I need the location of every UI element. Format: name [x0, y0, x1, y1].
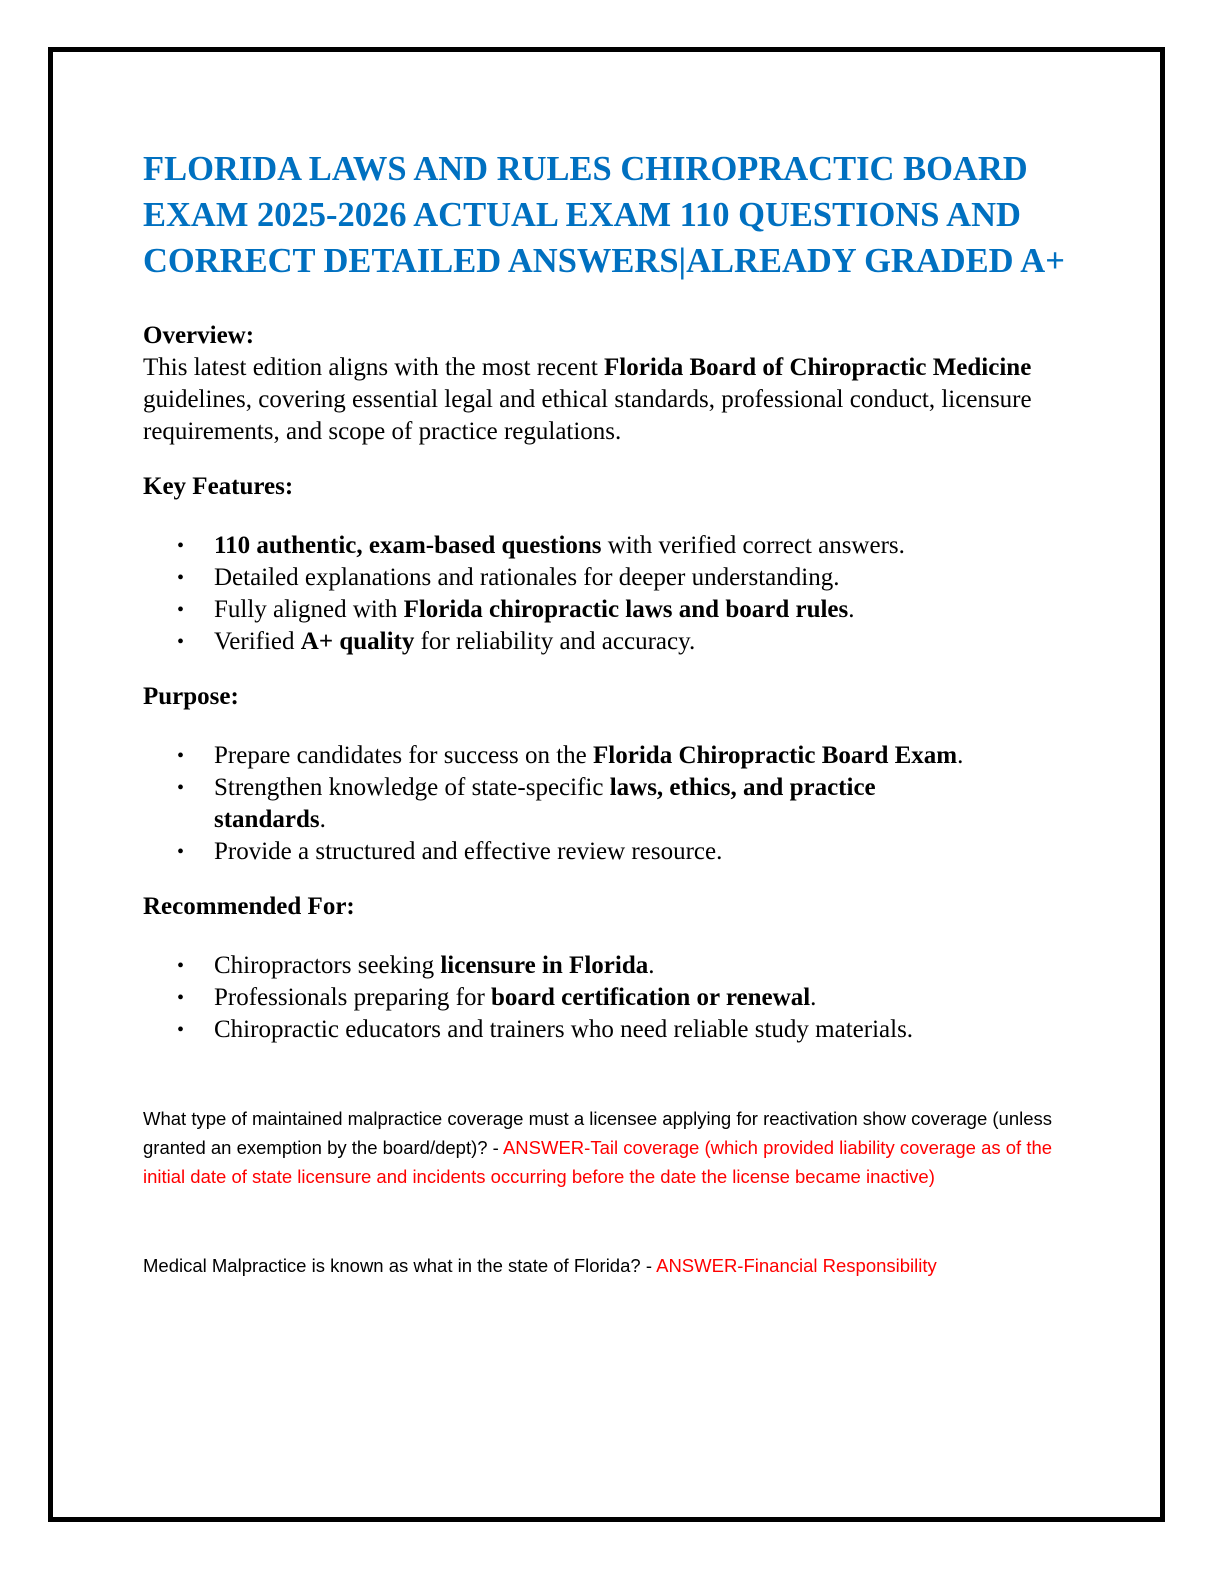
text: . — [319, 806, 326, 833]
key-features-heading: Key Features: — [143, 473, 294, 500]
key-features-list — [143, 530, 1083, 658]
text: . — [648, 952, 655, 979]
text: This latest edition aligns with the most recent — [143, 354, 605, 381]
bold-text: 110 authentic, exam-based questions — [214, 532, 602, 559]
question-text: Medical Malpractice is known as what in the state of Florida? - — [143, 1255, 657, 1276]
list-item — [143, 530, 1083, 562]
text: Fully aligned with — [214, 596, 404, 623]
list-item — [143, 950, 1083, 982]
list-item — [143, 836, 1083, 868]
question-text: What type of maintained malpractice coverage must a licensee applying for reactivation show coverage (unless granted an exemption by the board/dept)? - — [143, 1108, 1053, 1158]
document-page — [143, 146, 1083, 1280]
bold-text: Florida chiropractic laws and board rules — [403, 596, 849, 623]
answer-text: ANSWER-Financial Responsibility — [656, 1255, 937, 1276]
overview-text — [143, 352, 1083, 448]
text: Professionals preparing for — [214, 984, 492, 1011]
text: Chiropractic educators and trainers who need reliable study materials. — [214, 1016, 914, 1043]
bold-text: board certification or renewal — [491, 984, 811, 1011]
bold-text: laws, ethics, and practice standards — [214, 774, 876, 833]
text: . — [810, 984, 817, 1011]
text: . — [848, 596, 855, 623]
list-item — [143, 562, 1083, 594]
purpose-heading: Purpose: — [143, 683, 239, 710]
text: Detailed explanations and rationales for deeper understanding. — [214, 564, 840, 591]
text: for reliability and accuracy. — [414, 628, 696, 655]
text: Chiropractors seeking — [214, 952, 441, 979]
bold-text: Florida Chiropractic Board Exam — [593, 742, 958, 769]
text: guidelines, covering essential legal and ethical standards, professional conduct, licensure requirements, and scope of practice regulations. — [143, 386, 1032, 445]
text: with verified correct answers. — [601, 532, 905, 559]
purpose-list — [143, 740, 1083, 868]
answer-text: ANSWER-Tail coverage (which provided liability coverage as of the initial date of state licensure and incidents occurring before the date the license became inactive) — [143, 1137, 1053, 1187]
text: . — [957, 742, 964, 769]
overview-heading: Overview: — [143, 322, 255, 349]
text: Verified — [214, 628, 301, 655]
text: Strengthen knowledge of state-specific — [214, 774, 610, 801]
list-item — [143, 982, 1083, 1014]
bold-text: licensure in Florida — [440, 952, 649, 979]
qa-item — [143, 1104, 1083, 1191]
list-item — [143, 740, 1083, 772]
bold-text: A+ quality — [300, 628, 415, 655]
document-title: FLORIDA LAWS AND RULES CHIROPRACTIC BOARD EXAM 2025-2026 ACTUAL EXAM 110 QUESTIONS AND CORRECT DETAILED ANSWERS|ALREADY GRADED A+ — [143, 150, 1065, 280]
recommended-list — [143, 950, 1083, 1046]
list-item — [143, 1014, 1083, 1046]
qa-item — [143, 1251, 1083, 1280]
bold-text: Florida Board of Chiropractic Medicine — [604, 354, 1032, 381]
list-item — [143, 772, 1083, 836]
text: Prepare candidates for success on the — [214, 742, 594, 769]
text: Provide a structured and effective review resource. — [214, 838, 723, 865]
list-item — [143, 626, 1083, 658]
recommended-heading: Recommended For: — [143, 893, 355, 920]
list-item — [143, 594, 1083, 626]
